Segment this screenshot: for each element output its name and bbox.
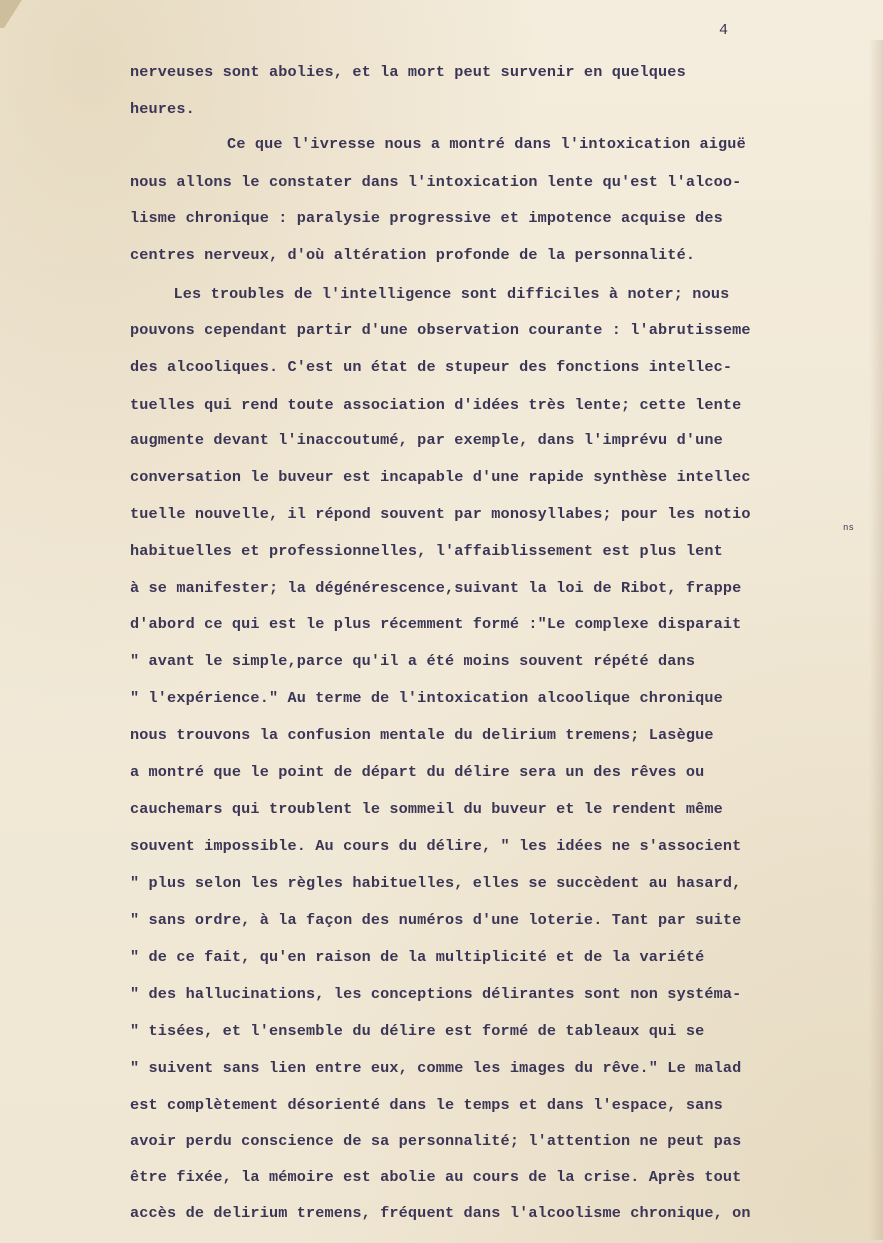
margin-note: ns — [843, 523, 855, 533]
text-line: " l'expérience." Au terme de l'intoxication alcoolique chronique — [130, 689, 723, 707]
text-line: lisme chronique : paralysie progressive et impotence acquise des — [130, 209, 723, 227]
text-line: accès de delirium tremens, fréquent dans l'alcoolisme chronique, on — [130, 1204, 751, 1222]
text-line: " tisées, et l'ensemble du délire est formé de tableaux qui se — [130, 1022, 705, 1040]
text-line: pouvons cependant partir d'une observation courante : l'abrutisseme — [130, 321, 751, 339]
page-edge-shadow — [869, 40, 883, 1240]
text-line: des alcooliques. C'est un état de stupeur des fonctions intellec- — [130, 358, 733, 376]
page-number: 4 — [719, 22, 729, 39]
text-line: être fixée, la mémoire est abolie au cours de la crise. Après tout — [130, 1168, 742, 1186]
text-line: " suivent sans lien entre eux, comme les images du rêve." Le malad — [130, 1059, 742, 1077]
text-line: à se manifester; la dégénérescence,suivant la loi de Ribot, frappe — [130, 579, 742, 597]
text-line: a montré que le point de départ du délire sera un des rêves ou — [130, 763, 705, 781]
text-line: Les troubles de l'intelligence sont difficiles à noter; nous — [155, 285, 730, 303]
text-line: habituelles et professionnelles, l'affaiblissement est plus lent — [130, 542, 723, 560]
text-line: " sans ordre, à la façon des numéros d'une loterie. Tant par suite — [130, 911, 742, 929]
text-line: heures. — [130, 100, 195, 118]
text-line: d'abord ce qui est le plus récemment formé :"Le complexe disparait — [130, 615, 742, 633]
text-line: avoir perdu conscience de sa personnalité; l'attention ne peut pas — [130, 1132, 742, 1150]
text-line: est complètement désorienté dans le temps et dans l'espace, sans — [130, 1096, 723, 1114]
text-line: " des hallucinations, les conceptions délirantes sont non systéma- — [130, 985, 742, 1003]
text-line: nous trouvons la confusion mentale du delirium tremens; Lasègue — [130, 726, 714, 744]
text-line: souvent impossible. Au cours du délire, " les idées ne s'associent — [130, 837, 742, 855]
text-line: tuelle nouvelle, il répond souvent par monosyllabes; pour les notio — [130, 505, 751, 523]
text-line: " avant le simple,parce qu'il a été moins souvent répété dans — [130, 652, 696, 670]
text-line: cauchemars qui troublent le sommeil du buveur et le rendent même — [130, 800, 723, 818]
text-line: centres nerveux, d'où altération profonde de la personnalité. — [130, 246, 696, 264]
text-line: " plus selon les règles habituelles, elles se succèdent au hasard, — [130, 874, 742, 892]
text-line: nous allons le constater dans l'intoxication lente qu'est l'alcoo- — [130, 173, 742, 191]
text-line: conversation le buveur est incapable d'une rapide synthèse intellec — [130, 468, 751, 486]
text-line: augmente devant l'inaccoutumé, par exemple, dans l'imprévu d'une — [130, 431, 723, 449]
text-line: nerveuses sont abolies, et la mort peut survenir en quelques — [130, 63, 686, 81]
text-line: tuelles qui rend toute association d'idées très lente; cette lente — [130, 396, 742, 414]
text-line: Ce que l'ivresse nous a montré dans l'intoxication aiguë — [190, 135, 746, 153]
text-line: " de ce fait, qu'en raison de la multiplicité et de la variété — [130, 948, 705, 966]
